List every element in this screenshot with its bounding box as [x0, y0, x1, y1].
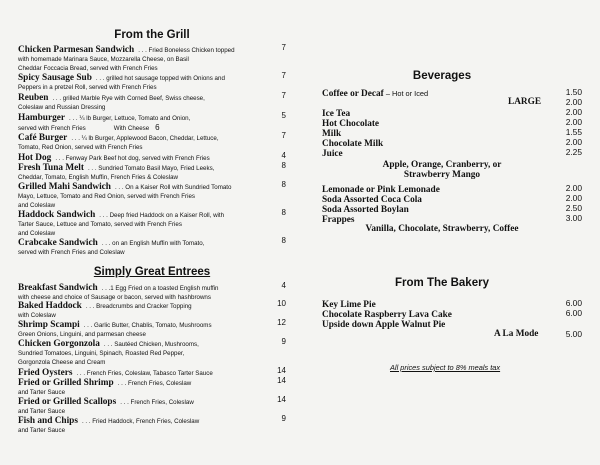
- menu-item: [18, 299, 286, 320]
- item-name: Hot Chocolate: [322, 119, 380, 129]
- item-price: 1.55: [565, 127, 582, 137]
- item-name: Key Lime Pie: [322, 300, 376, 310]
- item-name: Hamburger: [18, 113, 65, 123]
- item-desc: . . . Sundried Tomato Basil Mayo, Fried Leeks,: [87, 165, 215, 172]
- item-price: 14: [277, 395, 286, 404]
- item-price: 8: [281, 161, 286, 170]
- item-name: Ice Tea: [322, 109, 351, 119]
- item-name: Juice: [322, 149, 343, 159]
- item-desc: with homemade Marinara Sauce, Mozzarella Cheese, on Basil: [18, 56, 189, 63]
- item-price: 6.00: [565, 308, 582, 318]
- juice-options: Apple, Orange, Cranberry, or: [382, 160, 502, 170]
- item-name: Haddock Sandwich: [18, 210, 96, 220]
- item-name: Lemonade or Pink Lemonade: [322, 185, 440, 195]
- grill-section-title: From the Grill: [114, 29, 190, 41]
- item-name: Milk: [322, 129, 342, 139]
- item-price: 8: [281, 208, 286, 217]
- item-price: 8: [281, 236, 286, 245]
- item-name: Chicken Parmesan Sandwich: [18, 45, 135, 55]
- item-price: 3.00: [565, 213, 582, 223]
- item-price: 1.50: [565, 87, 582, 97]
- item-desc: . . . French Fries, Coleslaw: [117, 380, 192, 387]
- item-desc: . . . on an English Muffin with Tomato,: [101, 240, 205, 247]
- item-desc: . . . Garlic Butter, Chablis, Tomato, Mushrooms: [83, 322, 212, 329]
- item-desc: and Tarter Sauce: [18, 408, 66, 415]
- item-price: 2.00: [565, 117, 582, 127]
- item-extra-price: 6: [155, 123, 160, 132]
- item-name: Chocolate Milk: [322, 139, 384, 149]
- item-price: 5: [281, 111, 286, 120]
- menu-item: [18, 111, 286, 133]
- item-name: Hot Dog: [18, 153, 52, 163]
- size-label: LARGE: [508, 97, 542, 107]
- a-la-mode-label: A La Mode: [494, 329, 539, 339]
- item-name: Fish and Chips: [18, 416, 78, 426]
- item-price: 2.00: [565, 183, 582, 193]
- item-price: 2.00: [565, 97, 582, 107]
- item-price: 14: [277, 376, 286, 385]
- item-name: Fresh Tuna Melt: [18, 163, 84, 173]
- item-desc: Green Onions, Linguini, and parmesan cheese: [18, 331, 146, 338]
- item-desc: Tomato, Red Onion, served with French Fries: [18, 144, 143, 151]
- item-name: Fried or Grilled Shrimp: [18, 378, 114, 388]
- item-desc: . . . Deep fried Haddock on a Kaiser Roll, with: [99, 212, 225, 219]
- beverage-item: [322, 87, 582, 99]
- item-price: 7: [281, 43, 286, 52]
- item-price: 10: [277, 299, 286, 308]
- item-desc: and Tarter Sauce: [18, 389, 66, 396]
- item-desc: . . . French Fries, Coleslaw: [120, 399, 194, 406]
- item-desc: and Tarter Sauce: [18, 427, 66, 434]
- item-name: Baked Haddock: [18, 301, 82, 311]
- item-desc: with Coleslaw: [18, 312, 56, 319]
- item-price: 4: [281, 281, 286, 290]
- item-desc: . . . French Fries, Coleslaw, Tabasco Tarter Sauce: [76, 370, 213, 377]
- menu-item: [18, 91, 286, 112]
- item-extra: With Cheese: [113, 125, 150, 132]
- item-price: 7: [281, 131, 286, 140]
- item-price: 12: [277, 318, 286, 327]
- item-desc: served with French Fries: [18, 125, 86, 132]
- item-name: Crabcake Sandwich: [18, 238, 98, 248]
- item-desc: . . . On a Kaiser Roll with Sundried Tomato: [114, 184, 232, 191]
- item-desc: . . . grilled hot sausage topped with Onions and: [95, 75, 225, 82]
- item-name: Spicy Sausage Sub: [18, 73, 92, 83]
- item-name: Grilled Mahi Sandwich: [18, 182, 111, 192]
- juice-options: Strawberry Mango: [403, 170, 481, 180]
- beverages-section-title: Beverages: [412, 70, 472, 82]
- item-price: 2.00: [565, 107, 582, 117]
- menu-item: [18, 43, 286, 73]
- item-name: Chicken Gorgonzola: [18, 339, 100, 349]
- item-price: 8: [281, 180, 286, 189]
- menu-item: [18, 236, 286, 257]
- item-name: Chocolate Raspberry Lava Cake: [322, 310, 452, 320]
- item-name: Fried Oysters: [18, 368, 73, 378]
- item-desc: . . .1 Egg Fried on a toasted English muffin: [101, 285, 219, 292]
- item-desc: with cheese and choice of Sausage or bacon, served with hashbrowns: [18, 294, 211, 301]
- item-desc: Mayo, Lettuce, Tomato and Red Onion, served with French Fries: [18, 193, 196, 200]
- menu-item: [18, 180, 286, 210]
- bakery-section-title: From The Bakery: [395, 277, 489, 289]
- frappe-options: Vanilla, Chocolate, Strawberry, Coffee: [365, 224, 519, 234]
- item-desc: . . . ¼ lb Burger, Lettuce, Tomato and Onion,: [69, 115, 191, 122]
- item-desc: . . . Sautéed Chicken, Mushrooms,: [103, 341, 199, 348]
- item-price: 2.25: [565, 147, 582, 157]
- item-price: 9: [281, 414, 286, 423]
- entrees-section-title: Simply Great Entrees: [93, 266, 211, 278]
- item-desc: . . . Fried Boneless Chicken topped: [138, 47, 235, 54]
- item-price: 14: [277, 366, 286, 375]
- beverage-item: [322, 147, 582, 159]
- menu-item: [18, 318, 286, 339]
- item-name: Fried or Grilled Scallops: [18, 397, 117, 407]
- item-price: 4: [281, 151, 286, 160]
- menu-item: [18, 71, 286, 92]
- item-desc: . . . ¼ lb Burger, Applewood Bacon, Cheddar, Lettuce,: [71, 135, 219, 142]
- item-desc: Cheddar, Tomato, English Muffin, French Fries & Coleslaw: [18, 174, 179, 181]
- item-desc: . . . Fenway Park Beef hot dog, served with French Fries: [55, 155, 210, 162]
- item-desc: Gorgonzola Cheese and Cream: [18, 359, 106, 366]
- item-price: 7: [281, 71, 286, 80]
- bakery-item: [322, 318, 582, 330]
- item-desc: . . . grilled Marble Rye with Corned Beef, Swiss cheese,: [52, 95, 205, 102]
- menu-item: [18, 131, 286, 152]
- item-name: Coffee or Decaf: [322, 89, 384, 99]
- item-desc: Cheddar Foccacia Bread, served with French Fries: [18, 65, 158, 72]
- item-price: 2.00: [565, 193, 582, 203]
- item-name: Upside down Apple Walnut Pie: [322, 320, 446, 330]
- item-desc: Peppers in a pretzel Roll, served with French Fries: [18, 84, 157, 91]
- menu-item: [18, 337, 286, 367]
- item-price: 7: [281, 91, 286, 100]
- menu-item: [18, 414, 286, 435]
- menu-item: [18, 208, 286, 238]
- item-price: 2.00: [565, 137, 582, 147]
- item-desc: and Coleslaw: [18, 230, 56, 237]
- item-name: Shrimp Scampi: [18, 320, 80, 330]
- item-name: Soda Assorted Coca Cola: [322, 195, 422, 205]
- item-price: 6.00: [565, 298, 582, 308]
- item-desc: served with French Fries and Coleslaw: [18, 249, 125, 256]
- item-price: 9: [281, 337, 286, 346]
- menu-item: [18, 376, 286, 397]
- item-price: 5.00: [565, 329, 582, 339]
- tax-note: All prices subject to 8% meals tax: [390, 363, 501, 372]
- item-desc: . . . Breadcrumbs and Cracker Topping: [85, 303, 192, 310]
- item-name: Breakfast Sandwich: [18, 283, 98, 293]
- item-desc: . . . Fried Haddock, French Fries, Coleslaw: [81, 418, 200, 425]
- item-name: Soda Assorted Boylan: [322, 205, 409, 215]
- item-desc: Tarter Sauce, Lettuce and Tomato, served with French Fries: [18, 221, 182, 228]
- item-desc: and Coleslaw: [18, 202, 56, 209]
- menu-item: [18, 161, 286, 182]
- item-note: – Hot or Iced: [383, 89, 429, 98]
- menu-item: [18, 395, 286, 416]
- item-price: 2.50: [565, 203, 582, 213]
- item-name: Café Burger: [18, 133, 68, 143]
- item-name: Reuben: [18, 93, 49, 103]
- item-name: Frappes: [322, 215, 355, 225]
- item-desc: Sundried Tomatoes, Linguini, Spinach, Roasted Red Pepper,: [18, 350, 185, 357]
- item-desc: Coleslaw and Russian Dressing: [18, 104, 106, 111]
